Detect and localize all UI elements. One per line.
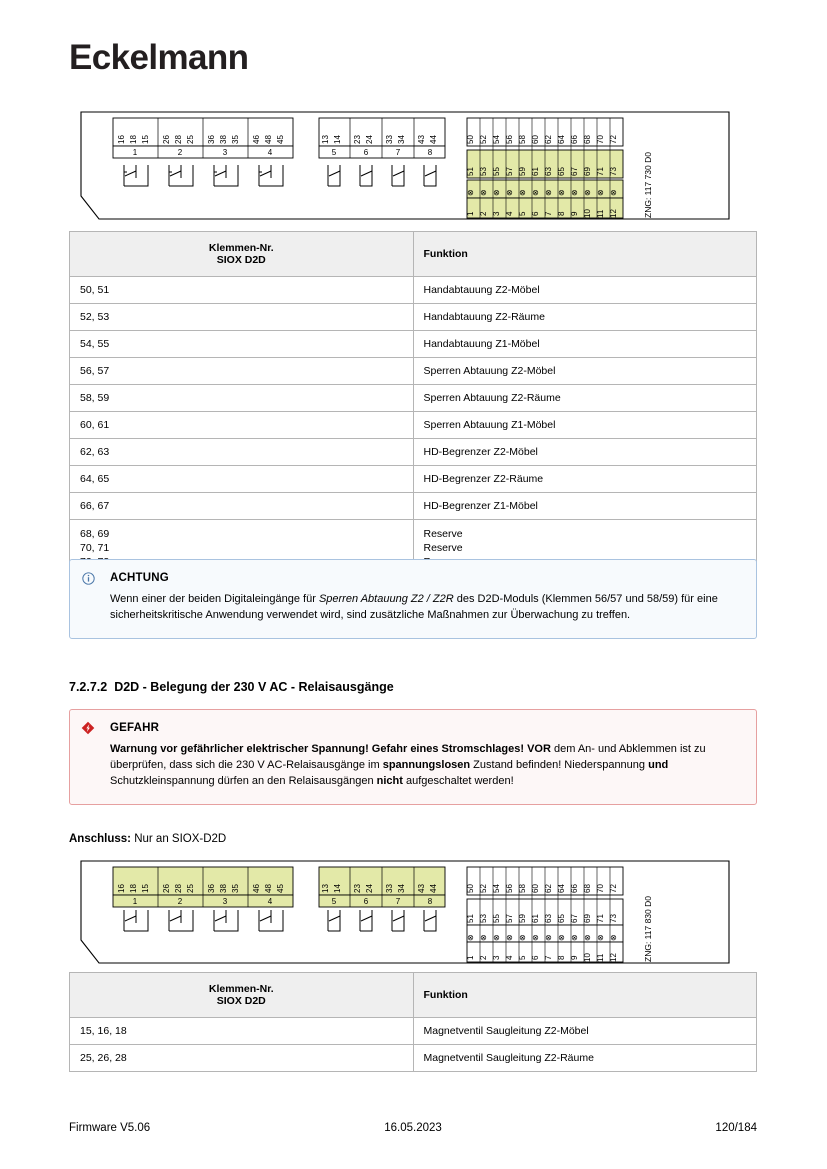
- cell-function: Magnetventil Saugleitung Z2-Räume: [413, 1045, 757, 1072]
- notice-achtung: [69, 559, 757, 639]
- header-function: Funktion: [413, 973, 757, 1018]
- svg-text:⊗: ⊗: [583, 189, 592, 196]
- svg-text:16: 16: [117, 884, 126, 893]
- svg-text:62: 62: [544, 135, 553, 144]
- danger-text-segment: dem An- und Abklemmen ist zu überprüfen, dass sich die 230 V AC-Relaisausgänge im: [110, 743, 706, 771]
- terminal-diagram-2: [69, 857, 757, 967]
- svg-text:3: 3: [492, 211, 501, 216]
- svg-text:45: 45: [276, 135, 285, 144]
- svg-text:⊗: ⊗: [609, 934, 618, 941]
- svg-text:34: 34: [397, 135, 406, 144]
- connector-group-2: [319, 118, 445, 186]
- svg-text:25: 25: [186, 884, 195, 893]
- header-terminal-no: [70, 973, 414, 1018]
- table-row: [70, 439, 757, 466]
- cell-function: Sperren Abtauung Z1-Möbel: [413, 412, 757, 439]
- svg-text:8: 8: [557, 211, 566, 216]
- svg-text:1: 1: [132, 148, 138, 157]
- svg-text:54: 54: [492, 884, 501, 893]
- svg-text:13: 13: [321, 884, 330, 893]
- svg-text:4: 4: [267, 897, 273, 906]
- svg-text:⊗: ⊗: [518, 189, 527, 196]
- svg-text:⊗: ⊗: [531, 934, 540, 941]
- cell-function: Handabtauung Z2-Räume: [413, 304, 757, 331]
- svg-text:12: 12: [609, 953, 618, 962]
- svg-text:51: 51: [466, 914, 475, 923]
- svg-text:2: 2: [177, 897, 183, 906]
- cell-function: HD-Begrenzer Z2-Möbel: [413, 439, 757, 466]
- svg-text:60: 60: [531, 884, 540, 893]
- svg-text:25: 25: [186, 135, 195, 144]
- cell-terminal-no: 62, 63: [70, 439, 414, 466]
- svg-text:34: 34: [397, 884, 406, 893]
- cell-function: HD-Begrenzer Z2-Räume: [413, 466, 757, 493]
- svg-text:6: 6: [363, 897, 369, 906]
- svg-text:48: 48: [264, 135, 273, 144]
- svg-text:23: 23: [353, 884, 362, 893]
- danger-text-segment: aufgeschaltet werden!: [402, 774, 514, 787]
- svg-text:⊗: ⊗: [596, 934, 605, 941]
- svg-text:69: 69: [583, 167, 592, 176]
- svg-text:50: 50: [466, 135, 475, 144]
- svg-text:3: 3: [492, 955, 501, 960]
- svg-text:8: 8: [557, 955, 566, 960]
- anschluss-line: [69, 833, 757, 845]
- svg-text:62: 62: [544, 884, 553, 893]
- svg-text:⊗: ⊗: [544, 189, 553, 196]
- svg-text:71: 71: [596, 914, 605, 923]
- svg-text:56: 56: [505, 884, 514, 893]
- svg-text:53: 53: [479, 914, 488, 923]
- cell-function: HD-Begrenzer Z1-Möbel: [413, 493, 757, 520]
- svg-text:7: 7: [544, 211, 553, 216]
- cell-terminal-no: 58, 59: [70, 385, 414, 412]
- svg-text:23: 23: [353, 135, 362, 144]
- cell-function: Sperren Abtauung Z2-Möbel: [413, 358, 757, 385]
- header-terminal-no-line2: SIOX D2D: [216, 995, 266, 1007]
- digital-input-block-2: [466, 867, 623, 962]
- digital-input-block-1: [466, 118, 623, 218]
- svg-text:6: 6: [531, 955, 540, 960]
- danger-box: [69, 709, 757, 805]
- svg-text:⊗: ⊗: [492, 934, 501, 941]
- svg-text:66: 66: [570, 884, 579, 893]
- svg-text:3: 3: [222, 897, 228, 906]
- svg-text:7: 7: [395, 897, 401, 906]
- cell-terminal-no: 50, 51: [70, 277, 414, 304]
- connector-group-2-highlighted: [319, 867, 445, 931]
- svg-text:10: 10: [583, 209, 592, 218]
- svg-text:35: 35: [231, 135, 240, 144]
- footer-date: 16.05.2023: [384, 1122, 442, 1134]
- company-logo: Eckelmann: [69, 38, 249, 77]
- terminal-table-2: [69, 972, 757, 1072]
- svg-text:5: 5: [518, 211, 527, 216]
- svg-text:2: 2: [177, 148, 183, 157]
- svg-text:53: 53: [479, 167, 488, 176]
- notice-text-emphasis: Sperren Abtauung Z2 / Z2R: [318, 593, 454, 605]
- svg-text:36: 36: [207, 884, 216, 893]
- cell-terminal-no: 52, 53: [70, 304, 414, 331]
- cell-terminal-no: 54, 55: [70, 331, 414, 358]
- table-header-row: [70, 232, 757, 277]
- danger-text-strong: nicht: [376, 774, 403, 787]
- notice-text-part1: Wenn einer der beiden Digitaleingänge für: [110, 593, 319, 605]
- danger-text-segment: Zustand befinden! Niederspannung: [470, 758, 649, 771]
- svg-text:3: 3: [222, 148, 228, 157]
- svg-text:12: 12: [609, 209, 618, 218]
- svg-text:⊗: ⊗: [492, 189, 501, 196]
- svg-text:64: 64: [557, 135, 566, 144]
- anschluss-value: Nur an SIOX-D2D: [131, 833, 227, 845]
- svg-text:18: 18: [129, 884, 138, 893]
- svg-text:⊗: ⊗: [505, 189, 514, 196]
- terminal-diagram-1: [69, 108, 757, 223]
- drawing-number-1: ZNG: 117 730 D0: [643, 152, 653, 218]
- svg-text:6: 6: [531, 211, 540, 216]
- drawing-number-2: ZNG: 117 830 D0: [643, 896, 653, 962]
- svg-text:⊗: ⊗: [466, 189, 475, 196]
- svg-text:64: 64: [557, 884, 566, 893]
- svg-text:⊗: ⊗: [544, 934, 553, 941]
- table-row: [70, 1045, 757, 1072]
- header-terminal-no-line1: Klemmen-Nr.: [208, 242, 274, 254]
- svg-text:68: 68: [583, 135, 592, 144]
- svg-text:46: 46: [252, 884, 261, 893]
- cell-terminal-no: 25, 26, 28: [70, 1045, 414, 1072]
- svg-text:61: 61: [531, 167, 540, 176]
- notice-text: [110, 592, 742, 624]
- svg-text:50: 50: [466, 884, 475, 893]
- section-number: 7.2.7.2: [69, 680, 108, 694]
- svg-text:7: 7: [395, 148, 401, 157]
- svg-text:⊗: ⊗: [557, 189, 566, 196]
- svg-text:⊗: ⊗: [557, 934, 566, 941]
- svg-text:33: 33: [385, 135, 394, 144]
- svg-text:57: 57: [505, 167, 514, 176]
- svg-text:⊗: ⊗: [479, 934, 488, 941]
- svg-text:4: 4: [267, 148, 273, 157]
- svg-text:72: 72: [609, 884, 618, 893]
- svg-text:⊗: ⊗: [518, 934, 527, 941]
- svg-text:67: 67: [570, 167, 579, 176]
- svg-text:⊗: ⊗: [466, 934, 475, 941]
- table-row: [70, 1018, 757, 1045]
- svg-text:14: 14: [333, 135, 342, 144]
- svg-text:2: 2: [479, 955, 488, 960]
- svg-text:33: 33: [385, 884, 394, 893]
- svg-text:45: 45: [276, 884, 285, 893]
- notice-text-part2: des D2D-Moduls (Klemmen 56/57 und 58/59) für eine sicherheitskritische Anwendung verwendet wird, sind zusätzliche Maßnahmen zur Überwachung zu treffen.: [110, 593, 718, 621]
- svg-text:70: 70: [596, 135, 605, 144]
- svg-text:69: 69: [583, 914, 592, 923]
- section-title: D2D - Belegung der 230 V AC - Relaisausgänge: [114, 680, 394, 694]
- svg-text:46: 46: [252, 135, 261, 144]
- svg-text:⊗: ⊗: [583, 934, 592, 941]
- footer-page-number: 120/184: [715, 1122, 757, 1134]
- header-terminal-no-line1: Klemmen-Nr.: [208, 983, 274, 995]
- table-row: [70, 277, 757, 304]
- cell-terminal-no: 66, 67: [70, 493, 414, 520]
- svg-text:9: 9: [570, 955, 579, 960]
- svg-text:24: 24: [365, 135, 374, 144]
- svg-text:28: 28: [174, 884, 183, 893]
- svg-text:⊗: ⊗: [570, 934, 579, 941]
- svg-text:13: 13: [321, 135, 330, 144]
- cell-function: Magnetventil Saugleitung Z2-Möbel: [413, 1018, 757, 1045]
- cell-terminal-no: 64, 65: [70, 466, 414, 493]
- svg-text:15: 15: [141, 135, 150, 144]
- svg-text:56: 56: [505, 135, 514, 144]
- connector-group-1-highlighted: [113, 867, 293, 931]
- danger-text-strong: Warnung vor gefährlicher elektrischer Spannung! Gefahr eines Stromschlages! VOR: [110, 743, 551, 755]
- section-heading: [69, 680, 757, 694]
- svg-text:1: 1: [132, 897, 138, 906]
- svg-text:52: 52: [479, 884, 488, 893]
- danger-title: GEFAHR: [110, 722, 160, 734]
- cell-terminal-no: 15, 16, 18: [70, 1018, 414, 1045]
- svg-text:1: 1: [466, 955, 475, 960]
- svg-text:24: 24: [365, 884, 374, 893]
- svg-text:73: 73: [609, 914, 618, 923]
- svg-text:38: 38: [219, 135, 228, 144]
- svg-text:73: 73: [609, 167, 618, 176]
- svg-text:5: 5: [331, 148, 337, 157]
- svg-text:6: 6: [363, 148, 369, 157]
- danger-text-strong: und: [648, 758, 669, 771]
- svg-text:2: 2: [479, 211, 488, 216]
- svg-text:44: 44: [429, 884, 438, 893]
- svg-text:5: 5: [331, 897, 337, 906]
- danger-text-segment: Schutzkleinspannung dürfen an den Relaisausgängen: [110, 774, 377, 787]
- svg-text:14: 14: [333, 884, 342, 893]
- cell-function: Sperren Abtauung Z2-Räume: [413, 385, 757, 412]
- svg-text:⊗: ⊗: [505, 934, 514, 941]
- svg-text:36: 36: [207, 135, 216, 144]
- svg-text:59: 59: [518, 167, 527, 176]
- svg-text:65: 65: [557, 914, 566, 923]
- header-terminal-no: [70, 232, 414, 277]
- cell-terminal-no: 56, 57: [70, 358, 414, 385]
- cell-function: Handabtauung Z1-Möbel: [413, 331, 757, 358]
- svg-text:57: 57: [505, 914, 514, 923]
- svg-text:70: 70: [596, 884, 605, 893]
- svg-text:18: 18: [129, 135, 138, 144]
- svg-text:1: 1: [466, 211, 475, 216]
- header-terminal-no-line2: SIOX D2D: [216, 254, 266, 266]
- svg-text:8: 8: [427, 897, 433, 906]
- svg-text:7: 7: [544, 955, 553, 960]
- svg-text:58: 58: [518, 884, 527, 893]
- header-function: Funktion: [413, 232, 757, 277]
- svg-text:43: 43: [417, 884, 426, 893]
- diagram-1-svg: [69, 108, 757, 223]
- danger-text: [110, 742, 742, 790]
- svg-text:⊗: ⊗: [479, 189, 488, 196]
- terminal-table-1: [69, 231, 757, 578]
- svg-text:68: 68: [583, 884, 592, 893]
- svg-text:⊗: ⊗: [596, 189, 605, 196]
- svg-text:26: 26: [162, 135, 171, 144]
- table-row: [70, 493, 757, 520]
- svg-text:8: 8: [427, 148, 433, 157]
- svg-text:43: 43: [417, 135, 426, 144]
- svg-text:63: 63: [544, 914, 553, 923]
- table-row: [70, 385, 757, 412]
- table-row: [70, 466, 757, 493]
- svg-text:52: 52: [479, 135, 488, 144]
- svg-text:71: 71: [596, 167, 605, 176]
- svg-text:9: 9: [570, 211, 579, 216]
- svg-text:28: 28: [174, 135, 183, 144]
- cell-function: Handabtauung Z2-Möbel: [413, 277, 757, 304]
- svg-text:61: 61: [531, 914, 540, 923]
- svg-text:63: 63: [544, 167, 553, 176]
- svg-text:5: 5: [518, 955, 527, 960]
- svg-text:59: 59: [518, 914, 527, 923]
- diagram-2-svg: [69, 857, 757, 967]
- table-row: [70, 412, 757, 439]
- svg-text:51: 51: [466, 167, 475, 176]
- info-icon: [82, 572, 95, 585]
- svg-text:10: 10: [583, 953, 592, 962]
- cell-terminal-no: 60, 61: [70, 412, 414, 439]
- connector-group-1: [113, 118, 293, 186]
- table-row: [70, 331, 757, 358]
- svg-text:⊗: ⊗: [531, 189, 540, 196]
- svg-text:11: 11: [596, 953, 605, 962]
- cell-terminal-no: 68, 69 70, 71: [70, 520, 414, 578]
- svg-text:72: 72: [609, 135, 618, 144]
- svg-text:44: 44: [429, 135, 438, 144]
- notice-title: ACHTUNG: [110, 572, 169, 584]
- svg-text:55: 55: [492, 167, 501, 176]
- danger-text-strong: spannungslosen: [382, 758, 471, 771]
- danger-icon: [81, 721, 95, 735]
- svg-text:26: 26: [162, 884, 171, 893]
- svg-text:⊗: ⊗: [570, 189, 579, 196]
- svg-text:67: 67: [570, 914, 579, 923]
- svg-text:11: 11: [596, 209, 605, 218]
- table-row: [70, 304, 757, 331]
- anschluss-label: Anschluss:: [69, 833, 131, 845]
- svg-text:48: 48: [264, 884, 273, 893]
- footer-firmware: Firmware V5.06: [69, 1122, 151, 1134]
- svg-text:65: 65: [557, 167, 566, 176]
- svg-text:55: 55: [492, 914, 501, 923]
- svg-text:4: 4: [505, 955, 514, 960]
- svg-text:15: 15: [141, 884, 150, 893]
- table-row: [70, 358, 757, 385]
- table-header-row: [70, 973, 757, 1018]
- svg-text:35: 35: [231, 884, 240, 893]
- svg-text:⊗: ⊗: [609, 189, 618, 196]
- svg-text:66: 66: [570, 135, 579, 144]
- svg-text:38: 38: [219, 884, 228, 893]
- svg-text:58: 58: [518, 135, 527, 144]
- svg-text:4: 4: [505, 211, 514, 216]
- svg-text:16: 16: [117, 135, 126, 144]
- cell-function: Reserve Reserve: [413, 520, 757, 578]
- svg-text:54: 54: [492, 135, 501, 144]
- svg-text:60: 60: [531, 135, 540, 144]
